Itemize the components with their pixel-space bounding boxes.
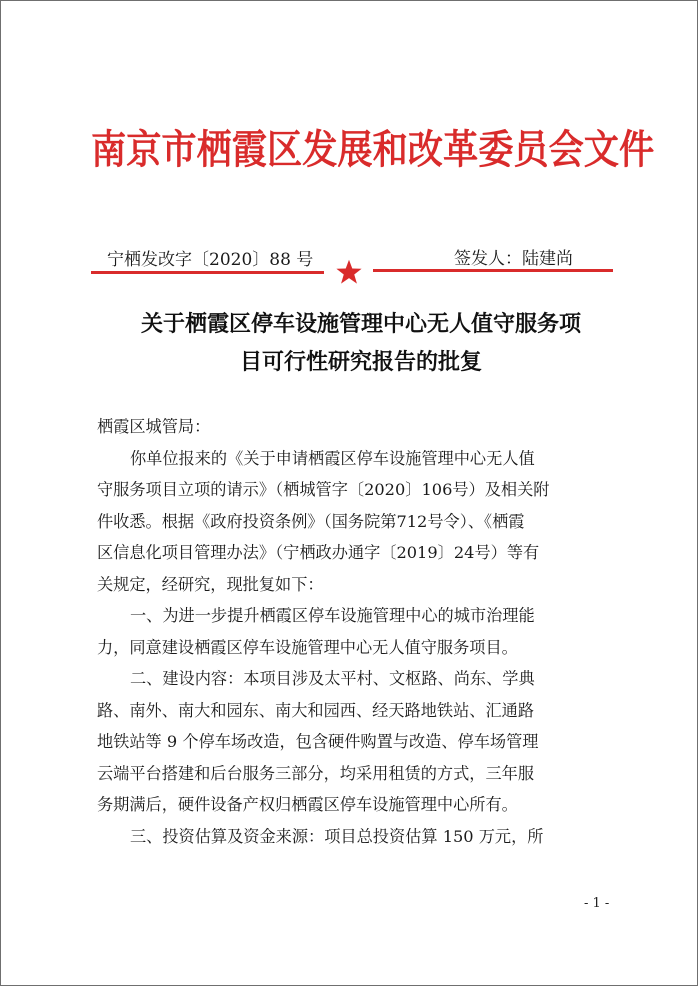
red-star-icon — [335, 258, 363, 286]
body-line: 务期满后，硬件设备产权归栖霞区停车设施管理中心所有。 — [97, 795, 518, 814]
body-line: 力，同意建设栖霞区停车设施管理中心无人值守服务项目。 — [97, 637, 518, 657]
document-number: 宁栖发改字〔2020〕88 号 — [107, 250, 314, 270]
document-title-line: 目可行性研究报告的批复 — [239, 349, 482, 375]
body-line: 路、南外、南大和园东、南大和园西、经天路地铁站、汇通路 — [97, 700, 535, 720]
document-body — [97, 411, 617, 852]
body-line: 二、建设内容：本项目涉及太平村、文枢路、尚东、学典 — [130, 669, 535, 688]
paragraph-4 — [97, 821, 617, 853]
body-line: 守服务项目立项的请示》（栖城管字〔2020〕106号）及相关附 — [97, 480, 550, 499]
page-number: - 1 - — [584, 896, 610, 911]
body-line: 区信息化项目管理办法》（宁栖政办通字〔2019〕24号）等有 — [97, 543, 540, 562]
issuing-authority-title: 南京市栖霞区发展和改革委员会文件 — [91, 126, 655, 173]
body-line: 一、为进一步提升栖霞区停车设施管理中心的城市治理能 — [130, 606, 535, 625]
body-line: 三、投资估算及资金来源：项目总投资估算 150 万元，所 — [130, 826, 544, 846]
signer: 签发人：陆建尚 — [454, 249, 573, 269]
paragraph-1 — [97, 443, 617, 601]
document-title — [101, 305, 621, 381]
document-title-line: 关于栖霞区停车设施管理中心无人值守服务项 — [140, 311, 581, 337]
body-line: 你单位报来的《关于申请栖霞区停车设施管理中心无人值 — [130, 448, 535, 468]
addressee: 栖霞区城管局： — [97, 417, 211, 436]
body-line: 地铁站等 9 个停车场改造，包含硬件购置与改造、停车场管理 — [97, 732, 539, 751]
body-line: 云端平台搭建和后台服务三部分，均采用租赁的方式，三年服 — [97, 763, 535, 783]
red-rule-left — [91, 271, 324, 274]
body-line: 件收悉。根据《政府投资条例》（国务院第712号令）、《栖霞 — [97, 511, 525, 531]
paragraph-3 — [97, 663, 617, 821]
body-line: 关规定，经研究，现批复如下： — [97, 574, 324, 594]
red-rule-right — [373, 269, 613, 272]
paragraph-2 — [97, 600, 617, 663]
